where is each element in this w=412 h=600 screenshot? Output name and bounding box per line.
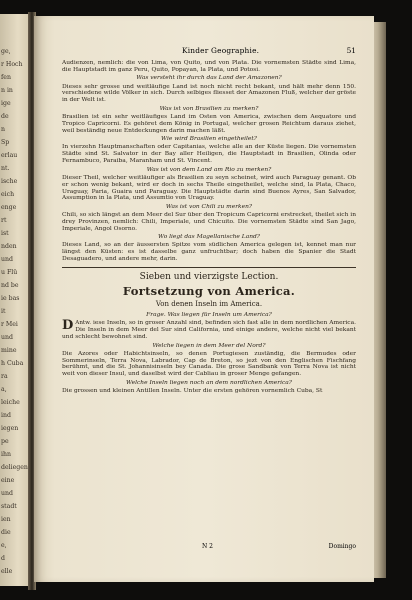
left-page-fragment: und xyxy=(1,334,13,341)
left-page-fragment: n xyxy=(1,126,5,133)
chapter-subtitle: Von denen Inseln im America. xyxy=(155,300,263,309)
answer-nordmeer: Die Azores oder Habichtsinseln, so denen Portugiesen zuständig, die Bermudes oder Sommerinseln, Terra Nova, Labrador, Cap de Breton, so jezt von den Englischen Fischfang berühmt, und die St. Johannisinseln bey Canada. Die grose Sandbank von Terra Nova ist nicht weit von dieser Insul, und daselbst wird der Cabliau in groser Menge gefangen. xyxy=(62,350,356,378)
left-page-fragment: ist xyxy=(1,230,9,237)
question-rio: Was ist von dem Land am Rio zu merken? xyxy=(146,166,272,173)
left-page-fragment: leiche xyxy=(1,399,20,406)
question-antillen: Welche Inseln liegen noch an dem nordlichen America? xyxy=(126,379,292,386)
page-body xyxy=(62,60,356,395)
left-page-fragment: die xyxy=(1,529,11,536)
left-page-fragment: r Hoch xyxy=(1,61,23,68)
left-page-fragment: ihn xyxy=(1,451,11,458)
page-number: 51 xyxy=(346,46,356,55)
section-divider xyxy=(62,267,356,268)
left-page-fragment: ra xyxy=(1,373,8,380)
question-eintheilung: Wie wird Brasilien eingetheilet? xyxy=(161,136,257,143)
left-page-fragment: pe xyxy=(1,438,9,445)
answer-amazonen: Dieses sehr grosse und weitläufige Land ist noch nicht recht bekant, und hält mehr denn 150. verschiedene wilde Völker in sich. Durch selbiges fliesset der Amazonen Fluß, welcher der gröste in der Welt ist. xyxy=(62,83,356,104)
left-page-fragment: a, xyxy=(1,386,7,393)
running-header xyxy=(62,46,356,58)
answer-inseln-text: iese Inseln, so in groser Anzahl sind, befinden sich fast alle in dem nordlichen America. Die Inseln in dem Meer del Sur sind California, und einige andere, welche nicht viel bekant und schlecht bewohnet sind. xyxy=(62,320,356,341)
left-page-fragment: eine xyxy=(1,477,15,484)
drop-cap: D xyxy=(62,318,74,334)
answer-inseln xyxy=(62,320,356,341)
left-page-fragment: und xyxy=(1,490,13,497)
answer-magellan: Dieses Land, so an der äussersten Spitze vom südlichen America gelegen ist, kennet man nur längst den Küsten: es ist dasselbe ganz unfruchtbar; doch haben die Spanier die Stadt Desaguadero, und andere mehr, darin. xyxy=(62,242,356,263)
left-page-fragment: h Cuba xyxy=(1,360,24,367)
left-page-fragment: r Mei xyxy=(1,321,18,328)
left-page-fragment: eich xyxy=(1,191,15,198)
left-page-fragment: ische xyxy=(1,178,18,185)
left-page-edge xyxy=(0,14,30,586)
left-page-fragment: fen xyxy=(1,74,11,81)
left-page-fragment: nden xyxy=(1,243,17,250)
signature-mark: N 2 xyxy=(202,543,213,550)
question-chili: Was ist von Chili zu merken? xyxy=(165,203,253,210)
left-page-fragment: enge xyxy=(1,204,17,211)
answer-rio: Dieser Theil, welcher weitläufiger als Brasilien zu seyn scheinet, wird auch Paraguay genant. Ob er schon wenig bekant, wird er doch in sechs Theile eingetheilet, welche sind, la Plata, Chaco, Uraguay, Paria, Guaira und Paraguay. Die Hauptstädte darin sind Buenos Ayres, San Salvador, Assumption in la Plata, und Assumtio von Uraguay. xyxy=(62,174,356,202)
left-page-fragment: ien xyxy=(1,516,11,523)
left-page-fragment: de xyxy=(1,113,9,120)
answer-brasilien: Brasilien ist ein sehr weitläufiges Land im Osten von America, zwischen dem Aequatore und Tropico Capricorni. Es gehöret dem König in Portugal, welcher grosen Reichtum daraus ziehet, weil beständig neue Entdeckungen darin machen läßt. xyxy=(62,113,356,134)
question-magellan: Wo liegt das Magellanische Land? xyxy=(158,234,260,241)
header-title: Kinder Geographie. xyxy=(182,46,260,55)
antw-label: Antw. xyxy=(75,320,92,327)
left-page-fragment: ige xyxy=(1,100,11,107)
left-page-fragment: stadt xyxy=(1,503,17,510)
page-footer xyxy=(62,543,356,551)
left-page-fragment: e, xyxy=(1,542,7,549)
chapter-title: Fortsetzung von America. xyxy=(122,284,296,299)
answer-antillen: Die grossen und kleinen Antillen Inseln. Unter die ersten gehören vornemlich Cuba, St xyxy=(62,387,323,394)
answer-eintheilung: In vierzehn Hauptmanschaften oder Capitanias, welche alle an der Küste liegen. Die vornemsten Städte sind St. Salvator in der Bay aller Heiligen, die Hauptstadt in Brasilien, Olinda oder Fernambuco, Paraiba, Maranham und St. Vincent. xyxy=(62,144,356,165)
left-page-fragment: ind xyxy=(1,412,11,419)
left-page-fragment: n in xyxy=(1,87,13,94)
lesson-heading: Sieben und vierzigste Lection. xyxy=(139,272,279,283)
question-amazonen: Was versteht ihr durch das Land der Amazonen? xyxy=(136,75,282,82)
left-page-fragment: erlau xyxy=(1,152,18,159)
left-page-fragment: und xyxy=(1,256,13,263)
left-page-fragment: nd be xyxy=(1,282,19,289)
question-nordmeer: Welche liegen in dem Meer del Nord? xyxy=(152,342,266,349)
left-page-fragment: rt xyxy=(1,217,7,224)
left-page-fragment: mine xyxy=(1,347,17,354)
left-page-fragment: u Flü xyxy=(1,269,18,276)
paragraph-peru: Audienzen, nemlich: die von Lima, von Quito, und von Plata. Die vornemsten Städte sind Lima, die Hauptstadt im ganz Peru, Quito, Popayan, la Plata, und Potosi. xyxy=(62,60,356,73)
left-page-fragment: it xyxy=(1,308,6,315)
left-page-fragment: elle xyxy=(1,568,13,575)
question-inseln xyxy=(62,312,356,319)
question-brasilien: Was ist von Brasilien zu merken? xyxy=(159,105,259,112)
question-inseln-text: Was liegen für Inseln um America? xyxy=(167,312,272,319)
left-page-fragment: nt. xyxy=(1,165,10,172)
frage-label: Frage. xyxy=(146,312,166,319)
answer-chili: Chili, so sich längst an dem Meer del Sur über den Tropicum Capricorni erstrecket, theilet sich in drey Provinzen, nemlich: Chili, Imperiale, und Chicuito. Die vornemsten Städte sind San Jago, Imperiale, Angol Osorno. xyxy=(62,212,356,232)
left-page-fragment: ie bas xyxy=(1,295,20,302)
left-page-fragment: ge, xyxy=(1,48,11,55)
catchword: Domingo xyxy=(328,543,356,550)
left-page-fragment: Sp xyxy=(1,139,10,146)
left-page-fragment: iegen xyxy=(1,425,19,432)
left-page-fragment: d xyxy=(1,555,5,562)
left-page-fragment: deliegen xyxy=(1,464,28,471)
